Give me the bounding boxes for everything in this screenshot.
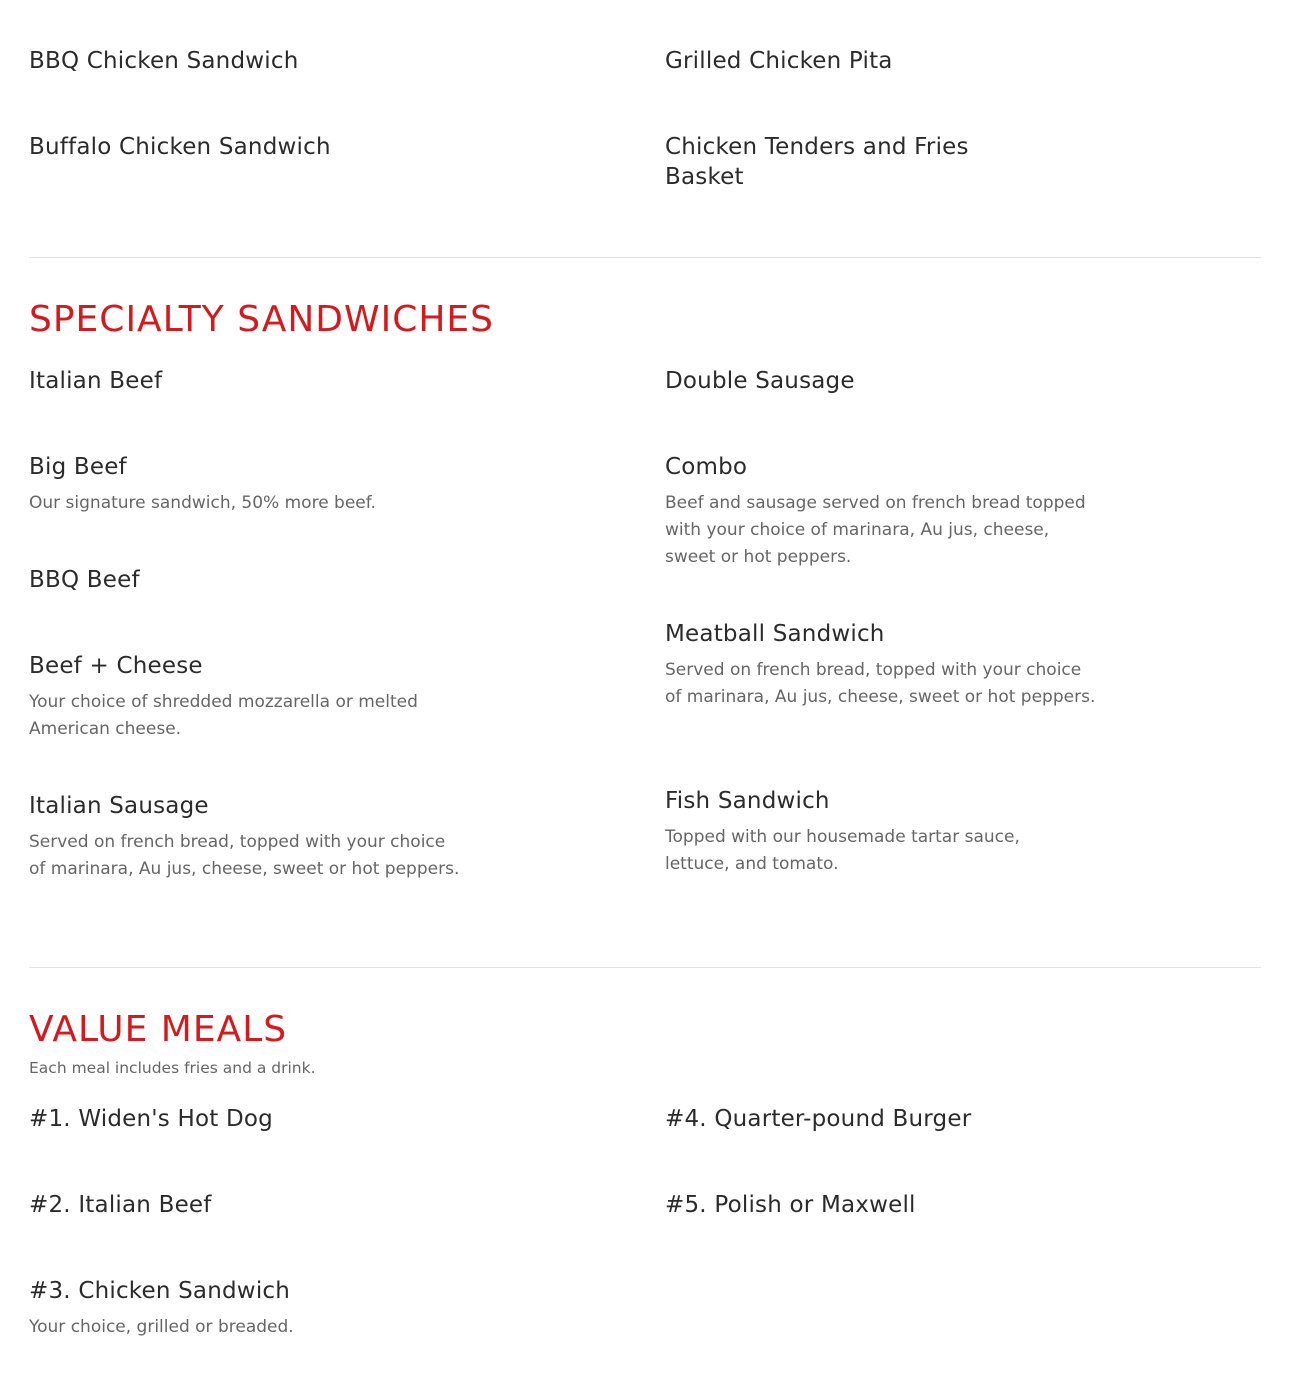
menu-item-description: Beef and sausage served on french bread topped with your choice of marinara, Au jus, cheese, sweet or hot peppers. (665, 493, 1086, 567)
menu-item-name: Grilled Chicken Pita (665, 48, 893, 74)
menu-item-description: Served on french bread, topped with your choice of marinara, Au jus, cheese, sweet or hot peppers. (665, 660, 1096, 707)
menu-item-name: Combo (665, 454, 748, 480)
menu-item-name: Italian Beef (29, 368, 163, 394)
section-divider (29, 967, 1261, 968)
menu-item-name: Fish Sandwich (665, 788, 830, 814)
menu-item-name: Chicken Tenders and Fries Basket (665, 134, 969, 190)
menu-item-name: Meatball Sandwich (665, 621, 885, 647)
menu-item-name: #1. Widen's Hot Dog (29, 1106, 273, 1132)
menu-item-name: #5. Polish or Maxwell (665, 1192, 916, 1218)
menu-item-description: Your choice, grilled or breaded. (29, 1317, 294, 1337)
menu-item-name: Italian Sausage (29, 793, 209, 819)
menu-item-description: Our signature sandwich, 50% more beef. (29, 493, 376, 513)
menu-item-name: BBQ Beef (29, 567, 140, 593)
menu-item-description: Your choice of shredded mozzarella or melted American cheese. (29, 692, 418, 739)
menu-item-name: #4. Quarter-pound Burger (665, 1106, 972, 1132)
menu-item-name: #3. Chicken Sandwich (29, 1278, 291, 1304)
menu-item-name: Beef + Cheese (29, 653, 203, 679)
menu-item-name: Double Sausage (665, 368, 855, 394)
menu-item-name: Buffalo Chicken Sandwich (29, 134, 331, 160)
menu-item-name: #2. Italian Beef (29, 1192, 212, 1218)
menu-item-name: BBQ Chicken Sandwich (29, 48, 299, 74)
section-note: Each meal includes fries and a drink. (29, 1059, 316, 1077)
section-title-value-meals: VALUE MEALS (29, 1009, 288, 1050)
menu-item-description: Topped with our housemade tartar sauce, lettuce, and tomato. (665, 827, 1020, 874)
menu-item-name: Big Beef (29, 454, 127, 480)
section-divider (29, 257, 1261, 258)
section-title-specialty-sandwiches: SPECIALTY SANDWICHES (29, 299, 495, 340)
menu-item-description: Served on french bread, topped with your choice of marinara, Au jus, cheese, sweet or hot peppers. (29, 832, 460, 879)
menu-page (29, 0, 1261, 1384)
